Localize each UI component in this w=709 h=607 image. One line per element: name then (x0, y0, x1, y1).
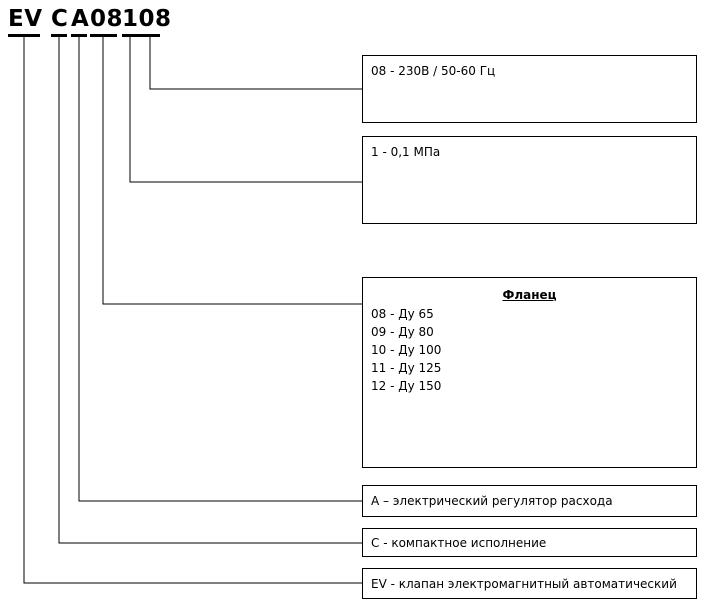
box-compact (362, 528, 697, 557)
box-valve (362, 568, 697, 599)
box-pressure (362, 136, 697, 224)
flange-option: 09 - Ду 80 (371, 325, 434, 339)
pressure-option: 1 - 0,1 МПа (371, 145, 441, 159)
compact-description: С - компактное исполнение (371, 536, 547, 550)
valve-description: EV - клапан электромагнитный автоматический (371, 577, 677, 591)
voltage-option: 08 - 230В / 50-60 Гц (371, 64, 496, 78)
code-part-a: A (71, 6, 90, 32)
connector-voltage (150, 37, 362, 89)
code-part-pressure-voltage: 108 (122, 6, 172, 32)
code-underline-pressure-voltage (122, 34, 160, 37)
code-underline-flange (90, 34, 117, 37)
regulator-description: А – электрический регулятор расхода (371, 494, 613, 508)
code-underline-c (51, 34, 67, 37)
code-underline-ev (8, 34, 40, 37)
code-underline-a (71, 34, 87, 37)
flange-option: 10 - Ду 100 (371, 343, 442, 357)
connector-compact (59, 37, 362, 543)
flange-title: Фланец (502, 288, 557, 302)
code-part-flange: 08 (90, 6, 124, 32)
flange-option: 08 - Ду 65 (371, 307, 434, 321)
box-voltage (362, 55, 697, 123)
code-part-c: C (51, 6, 69, 32)
box-regulator (362, 485, 697, 517)
connector-pressure (130, 37, 362, 182)
flange-option: 11 - Ду 125 (371, 361, 442, 375)
connector-regulator (79, 37, 362, 501)
connector-flange (103, 37, 362, 304)
flange-option: 12 - Ду 150 (371, 379, 442, 393)
code-part-ev: EV (8, 6, 43, 32)
box-flange (362, 277, 697, 468)
